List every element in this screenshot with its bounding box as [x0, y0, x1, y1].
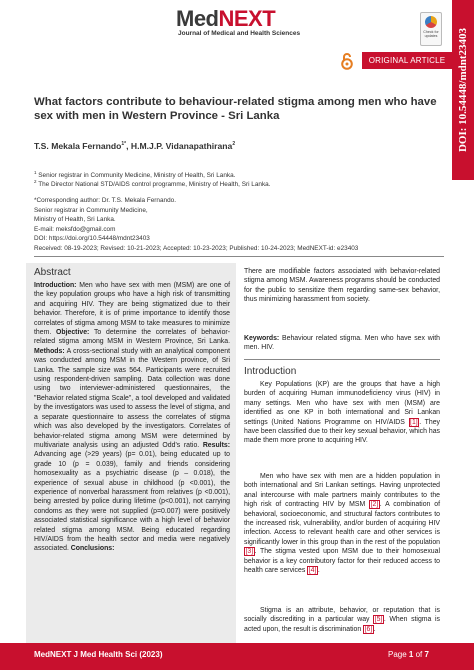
journal-logo	[176, 6, 275, 32]
abstract-objective-label: Objective:	[56, 329, 90, 337]
abstract-intro-text: Men who have sex with men (MSM) are one of the key population groups who have a high risk of transmitting and acquiring HIV. They are being stigmatized due to their behavior. Therefore, it is of prime importance to identify those correlates of stigma among MSM to take measures to minimize them.	[34, 282, 230, 337]
abstract-conclusions-label: Conclusions:	[70, 545, 115, 553]
citation-link-1[interactable]: [1]	[410, 418, 418, 426]
doi-vertical-text: DOI: 10.54448/mdnt23403	[457, 27, 469, 153]
abstract-intro-label: Introduction:	[34, 282, 77, 289]
abstract-methods-text: A cross-sectional study with an analytical component was conducted among MSM in the Western province, of Sri Lanka. The sample size was 564. Participants were recruited using respondent-driven sampling. Data collection was done using two interviewer-administered questionnaires, the "Behavior related stigma Scale", a tool developed and validated by the investigators was used to assess the level of stigma, and a separate questionnaire to assess the correlates of stigma which was also developed by the investigators. Correlates of behavior-related stigma among MSM were determined by multivariate analysis using an adjusted Odd’s ratio.	[34, 347, 230, 449]
corresponding-author: *Corresponding author: Dr. T.S. Mekala Fernando.	[34, 197, 176, 204]
corr-doi-link[interactable]: DOI: https://doi.org/10.54448/mdnt23403	[34, 235, 150, 242]
affiliation-2-num: 2	[34, 179, 37, 184]
author-sep: ,	[126, 141, 131, 151]
affiliation-1-num: 1	[34, 170, 37, 175]
citation-link-5[interactable]: [5]	[374, 616, 383, 624]
page-of: of	[413, 650, 425, 659]
intro-p3-text-b: . When stigma is acted upon, the result is discrimination	[244, 616, 440, 633]
abstract-results-label: Results:	[202, 441, 230, 449]
author-2: H.M.J.P. Vidanapathirana	[130, 141, 233, 151]
header-divider	[34, 256, 444, 257]
correspondence-block	[34, 196, 434, 253]
abstract-text	[34, 281, 230, 554]
citation-link-3[interactable]: [3]	[245, 548, 254, 556]
check-updates-label: Check for updates	[423, 30, 439, 38]
footer-page-number	[388, 650, 429, 659]
page-label: Page	[388, 650, 409, 659]
intro-p3-text-a: Stigma is an attribute, behavior, or reputation that is socially discrediting in a particular way	[244, 607, 440, 624]
logo-next: NEXT	[218, 6, 276, 31]
abstract-methods-label: Methods:	[34, 347, 65, 355]
citation-link-4[interactable]: [4]	[308, 567, 317, 575]
intro-p2-text-d: .	[317, 567, 320, 575]
logo-med: Med	[176, 6, 219, 31]
intro-paragraph-1	[244, 380, 440, 446]
check-updates-icon	[425, 16, 437, 28]
article-type-badge: ORIGINAL ARTICLE	[362, 52, 452, 69]
intro-paragraph-3	[244, 606, 440, 634]
corr-email[interactable]: E-mail: meksfdo@gmail.com	[34, 225, 116, 233]
author-2-sup: 2	[232, 141, 236, 148]
introduction-heading: Introduction	[244, 366, 297, 377]
intro-p1-text-a: Key Populations (KP) are the groups that have a high burden of acquiring Human immunodeficiency virus (HIV) in many settings. Men who have sex with men (MSM) are identified as one KP in both international and Sri Lankan settings (United Nations Programme on HIV/AIDS	[244, 381, 440, 426]
journal-full-name: Journal of Medical and Health Sciences	[178, 30, 301, 37]
intro-p2-text-b: . A combination of behavioral, socioeconomic, and structural factors contributes to the increased risk, vulnerability, and/or burden of acquiring HIV infection. Access to relevant health care and other services is significantly lower in this group than in the rest of the population	[244, 501, 440, 546]
open-access-icon	[340, 52, 354, 70]
abstract-heading: Abstract	[34, 267, 71, 278]
corr-ministry: Ministry of Health, Sri Lanka.	[34, 216, 116, 223]
affiliation-2	[34, 178, 444, 189]
keywords-label: Keywords:	[244, 335, 280, 342]
affiliation-1-text: Senior registrar in Community Medicine, Ministry of Health, Sri Lanka.	[38, 172, 236, 180]
article-dates: Received: 08-19-2023; Revised: 10-21-2023; Accepted: 10-23-2023; Published: 10-24-2023; MedNEXT-id: e23403	[34, 244, 359, 252]
footer-citation: MedNEXT J Med Health Sci (2023)	[34, 650, 163, 659]
intro-p3-text-c: .	[373, 625, 376, 633]
corr-position: Senior registrar in Community Medicine,	[34, 206, 148, 214]
intro-p1-text-b: . They have been classified due to their key sexual behavior, which has made them more prone to acquiring HIV.	[244, 418, 441, 445]
doi-vertical-label	[452, 0, 474, 180]
page-current: 1	[408, 650, 414, 659]
abstract-continuation: There are modifiable factors associated with behavior-related stigma among MSM. Awareness programs should be conducted for the public to sensitize them regarding same-sex behavior, thus minimizing harassment from society.	[244, 268, 440, 304]
citation-link-2[interactable]: [2]	[370, 501, 379, 509]
keywords-text: Behaviour related stigma. Men who have sex with men. HIV.	[244, 335, 440, 352]
abstract-objective-text: To determine the correlates of behavior-related stigma among MSM in Western Province, Sri Lanka.	[34, 329, 230, 346]
page-total: 7	[424, 650, 429, 659]
abstract-results-text: Advancing age (>29 years) (p= 0.01), being educated up to grade 10 (p = 0.039), family and friends considering homosexuality as a psychiatric disease (p – 0.018), the experience of sexual abuse in childhood (p <0.001), the experience of nonverbal harassment from relatives (p <0.001), being arrested by police during lifetime (p<0.001), not carrying condoms as they were not supplied (p=0.007) were positively associated statistical significance with a high level of behavior related stigma among MSM. Being educated regarding HIV/AIDS from the health sector and media were negatively associated.	[34, 451, 230, 553]
affiliation-2-text: The Director National STD/AIDS control programme, Ministry of Health, Sri Lanka.	[38, 181, 271, 189]
intro-p2-text-c: . The stigma vested upon MSM due to their homosexual behavior is a key contributory factor for their reduced access to health care services	[244, 548, 440, 575]
intro-paragraph-2	[244, 472, 440, 575]
article-title: What factors contribute to behaviour-related stigma among men who have sex with men in Western Province - Sri Lanka	[34, 96, 437, 122]
citation-link-6[interactable]: [6]	[364, 625, 373, 633]
keywords-divider	[244, 359, 440, 360]
intro-p2-text-a: Men who have sex with men are a hidden population in both international and Sri Lankan settings. Having unprotected anal intercourse with male partners mainly contributes to the high risk of contracting HIV by MSM	[244, 473, 440, 509]
author-1-sup: 1*	[121, 141, 127, 148]
author-line	[34, 141, 235, 151]
keywords	[244, 334, 440, 353]
check-for-updates-badge[interactable]	[420, 12, 442, 46]
author-1: T.S. Mekala Fernando	[34, 141, 122, 151]
